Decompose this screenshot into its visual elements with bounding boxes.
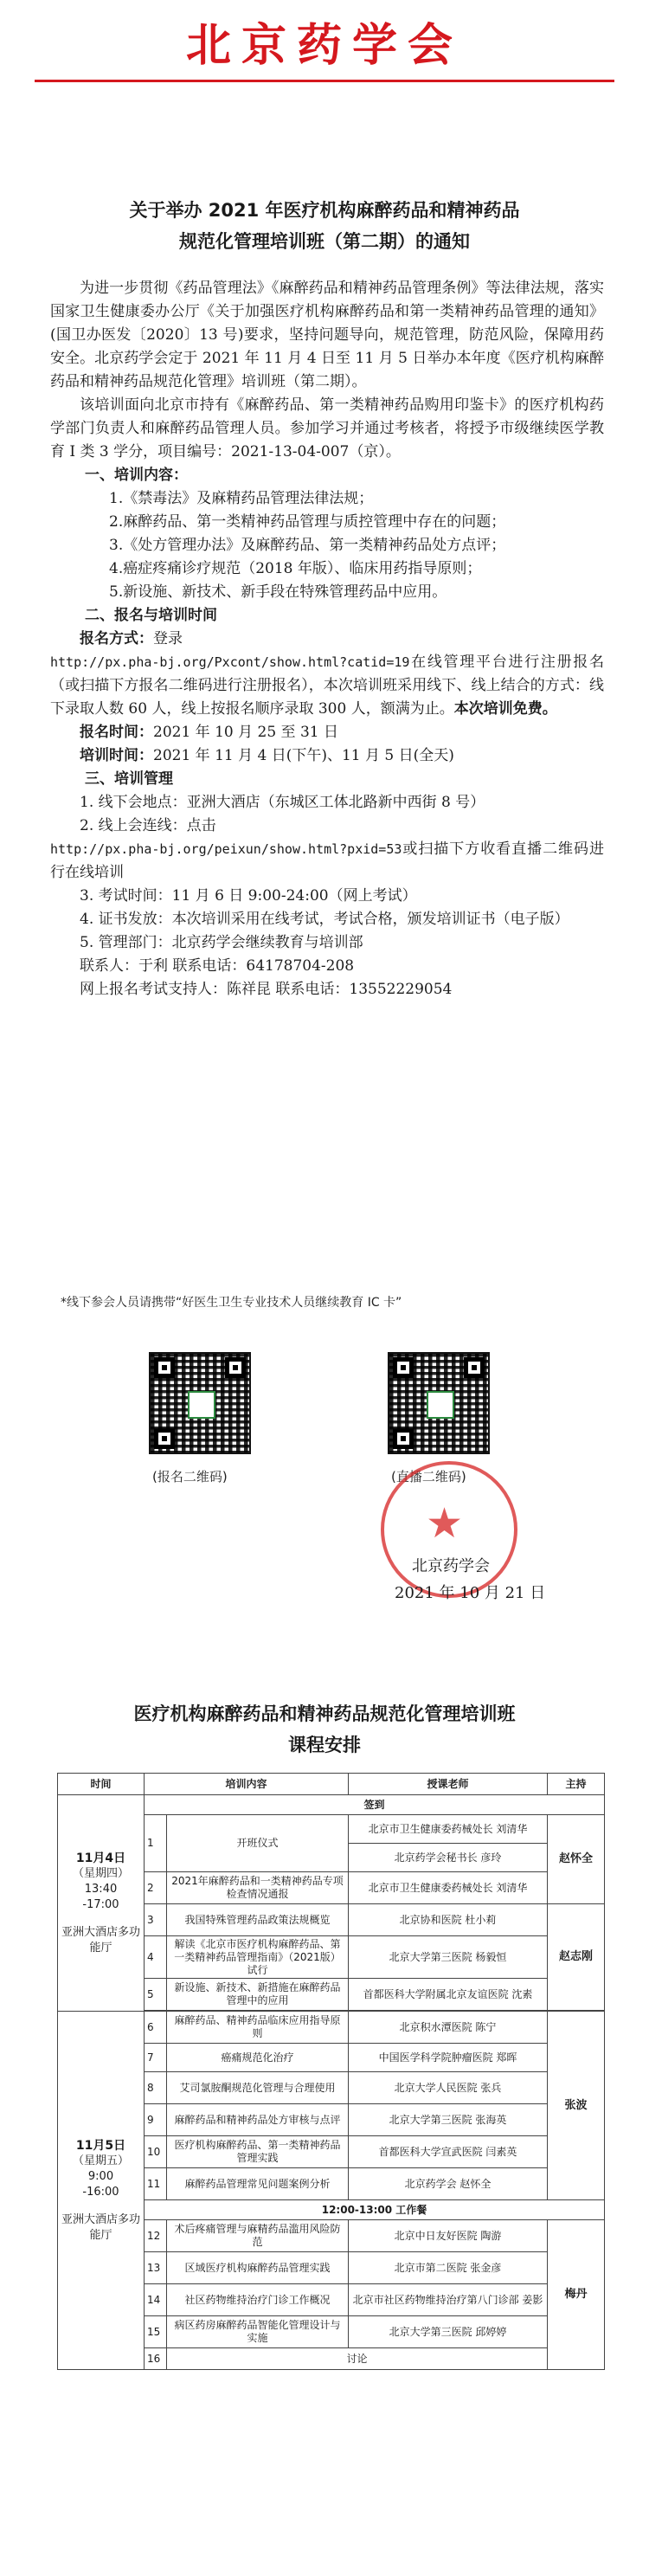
row-number: 5: [145, 1979, 167, 2011]
contact-1: 联系人：于利 联系电话：64178704-208: [80, 957, 355, 975]
row-teacher: 中国医学科学院肿瘤医院 郑晖: [349, 2044, 548, 2072]
qr-logo-icon: [427, 1391, 454, 1419]
schedule-table: [57, 1773, 605, 2370]
row-content: 麻醉药品和精神药品处方审核与点评: [167, 2104, 349, 2136]
header-teacher: 授课老师: [349, 1774, 548, 1795]
mgmt-item-2-suffix: 或扫描下方收看直播二维码进行在线培训: [50, 840, 604, 881]
row-teacher: 北京大学第三医院 杨毅恒: [349, 1936, 548, 1979]
mgmt-item-1: 1. 线下会地点：亚洲大酒店（东城区工体北路新中西街 8 号）: [80, 794, 485, 811]
train-time-label: 培训时间：: [80, 747, 153, 764]
registration-qr-caption: (报名二维码): [152, 1469, 228, 1484]
day2-weekday: （星期五）: [72, 2154, 129, 2167]
qr-finder: [154, 1428, 175, 1449]
spacer: [61, 1913, 141, 1925]
header-rule: [35, 80, 614, 82]
registration-method: [50, 628, 604, 651]
intro-paragraph-2: 该培训面向北京市持有《麻醉药品、第一类精神药品购用印鉴卡》的医疗机构药学部门负责人和麻醉药品管理人员。参加学习并通过考核者，将授予市级继续医学教育 I 类 3 学分，项目编号：2021-13-04-007（京）。: [50, 396, 604, 460]
spacer: [61, 2200, 141, 2212]
row-content: 癌痛规范化治疗: [167, 2044, 349, 2072]
official-seal: [381, 1461, 517, 1598]
row-teacher: 北京协和医院 杜小莉: [349, 1904, 548, 1936]
train-time-value: 2021 年 11 月 4 日(下午)、11 月 5 日(全天): [153, 747, 454, 764]
table-row: [58, 2012, 605, 2044]
qr-finder: [393, 1357, 414, 1378]
mgmt-item-5: 5. 管理部门：北京药学会继续教育与培训部: [80, 934, 363, 951]
table-row: [58, 1795, 605, 1815]
section-2-title: 二、报名与培训时间: [85, 607, 217, 624]
section-1-item: 4.癌症疼痛诊疗规范（2018 年版）、临床用药指导原则；: [109, 560, 482, 577]
schedule-title-line1: 医疗机构麻醉药品和精神药品规范化管理培训班: [133, 1703, 516, 1724]
row-teacher: 北京市第二医院 张金彦: [349, 2252, 548, 2284]
org-header: 北京药学会: [185, 20, 463, 72]
row-teacher: 北京市社区药物维持治疗第八门诊部 姜影: [349, 2284, 548, 2316]
section-1-title: 一、培训内容：: [85, 467, 188, 484]
notice-body: [50, 277, 604, 1001]
day1-date: 11月4日: [75, 1851, 126, 1865]
lunch-row: 12:00-13:00 工作餐: [145, 2200, 605, 2220]
row-content: 医疗机构麻醉药品、第一类精神药品管理实践: [167, 2136, 349, 2168]
header-content: 培训内容: [145, 1774, 349, 1795]
row-number: 13: [145, 2252, 167, 2284]
row-number: 1: [145, 1815, 167, 1872]
table-header-row: [58, 1774, 605, 1795]
row-content: 解读《北京市医疗机构麻醉药品、第一类精神药品管理指南》（2021版）试行: [167, 1936, 349, 1979]
qr-logo-icon: [188, 1391, 215, 1419]
training-time: [50, 744, 604, 768]
row-teacher: 北京药学会 赵怀全: [349, 2168, 548, 2200]
row-teacher: 北京药学会秘书长 彦玲: [349, 1844, 548, 1872]
day2-time: 9:00: [87, 2169, 114, 2183]
section-1-item: 2.麻醉药品、第一类精神药品管理与质控管理中存在的问题；: [109, 513, 506, 531]
row-number: 2: [145, 1872, 167, 1904]
row-number: 16: [145, 2348, 167, 2370]
live-link[interactable]: http://px.pha-bj.org/peixun/show.html?pxid=53: [50, 841, 402, 857]
row-number: 12: [145, 2220, 167, 2252]
row-number: 6: [145, 2012, 167, 2044]
signin-row: 签到: [145, 1795, 605, 1815]
row-content: 病区药房麻醉药品智能化管理设计与实施: [167, 2316, 349, 2348]
row-teacher: 首都医科大学附属北京友谊医院 沈素: [349, 1979, 548, 2011]
registration-link[interactable]: http://px.pha-bj.org/Pxcont/show.html?catid=19: [50, 654, 410, 670]
section-1-item: 1.《禁毒法》及麻精药品管理法律法规；: [109, 490, 374, 507]
header-host: 主持: [548, 1774, 605, 1795]
host-cell: 赵志刚: [548, 1904, 605, 2011]
row-content: 我国特殊管理药品政策法规概览: [167, 1904, 349, 1936]
registration-free: 本次培训免费。: [453, 700, 557, 718]
schedule-title-line2: 课程安排: [288, 1735, 361, 1755]
row-number: 11: [145, 2168, 167, 2200]
row-teacher: 北京大学第三医院 张海英: [349, 2104, 548, 2136]
day1-time: 13:40: [84, 1882, 118, 1896]
reg-time-label: 报名时间：: [80, 724, 153, 741]
host-cell: 张波: [548, 2012, 605, 2200]
row-number: 9: [145, 2104, 167, 2136]
row-teacher: 北京大学第三医院 邱婷婷: [349, 2316, 548, 2348]
header-time: 时间: [58, 1774, 145, 1795]
day2-venue: 亚洲大酒店多功能厅: [61, 2212, 140, 2242]
section-3-title: 三、培训管理: [85, 770, 173, 788]
live-qr-caption: (直播二维码): [391, 1469, 466, 1484]
row-content: 麻醉药品管理常见问题案例分析: [167, 2168, 349, 2200]
row-teacher: 北京大学人民医院 张兵: [349, 2072, 548, 2104]
day1-cell: [58, 1795, 145, 2012]
row-number: 4: [145, 1936, 167, 1979]
seal-star-icon: ★: [426, 1499, 464, 1548]
day1-venue: 亚洲大酒店多功能厅: [61, 1925, 140, 1955]
reg-time-value: 2021 年 10 月 25 至 31 日: [153, 724, 338, 741]
day2-date: 11月5日: [75, 2138, 126, 2153]
row-number: 14: [145, 2284, 167, 2316]
day2-cell: [58, 2012, 145, 2370]
footnote: *线下参会人员请携带“好医生卫生专业技术人员继续教育 IC 卡”: [61, 1296, 402, 1310]
row-content: 开班仪式: [167, 1815, 349, 1872]
schedule-title: [35, 1698, 614, 1761]
row-content: 艾司氯胺酮规范化管理与合理使用: [167, 2072, 349, 2104]
row-number: 10: [145, 2136, 167, 2168]
row-number: 15: [145, 2316, 167, 2348]
row-teacher: 北京市卫生健康委药械处长 刘清华: [349, 1815, 548, 1844]
row-number: 7: [145, 2044, 167, 2072]
live-qr-code[interactable]: [388, 1352, 490, 1454]
qr-finder: [464, 1357, 485, 1378]
row-teacher: 北京中日友好医院 陶游: [349, 2220, 548, 2252]
row-content: 社区药物维持治疗门诊工作概况: [167, 2284, 349, 2316]
qr-finder: [154, 1357, 175, 1378]
mgmt-item-2: [50, 838, 604, 885]
registration-details: [50, 651, 604, 721]
section-1-item: 5.新设施、新技术、新手段在特殊管理药品中应用。: [109, 583, 447, 601]
row-content: 术后疼痛管理与麻精药品滥用风险防范: [167, 2220, 349, 2252]
notice-title-line1: 关于举办 2021 年医疗机构麻醉药品和精神药品: [129, 200, 520, 221]
signature: 北京药学会: [412, 1557, 490, 1575]
row-content: 区域医疗机构麻醉药品管理实践: [167, 2252, 349, 2284]
qr-finder: [225, 1357, 246, 1378]
row-teacher: 首都医科大学宣武医院 闫素英: [349, 2136, 548, 2168]
notice-title: [35, 195, 614, 257]
mgmt-item-2-prefix: 2. 线上会连线：点击: [80, 817, 216, 834]
row-number: 8: [145, 2072, 167, 2104]
day2-time-end: -16:00: [82, 2185, 119, 2199]
mgmt-item-3: 3. 考试时间：11 月 6 日 9:00-24:00（网上考试）: [80, 887, 417, 905]
mgmt-item-4: 4. 证书发放：本次培训采用在线考试，考试合格，颁发培训证书（电子版）: [80, 911, 569, 928]
registration-qr-code[interactable]: [149, 1352, 251, 1454]
reg-method-label: 报名方式：: [80, 630, 153, 647]
row-teacher: 北京市卫生健康委药械处长 刘清华: [349, 1872, 548, 1904]
reg-method-value: 登录: [153, 630, 183, 647]
host-cell: 赵怀全: [548, 1815, 605, 1904]
host-cell: 梅丹: [548, 2220, 605, 2370]
registration-text: 在线管理平台进行注册报名（或扫描下方报名二维码进行注册报名），本次培训班采用线下、线上结合的方式：线下录取人数 60 人，线上按报名顺序录取 300 人，额满为止。: [50, 654, 604, 718]
day1-weekday: （星期四）: [72, 1866, 129, 1880]
contact-2: 网上报名考试支持人：陈祥昆 联系电话：13552229054: [80, 981, 453, 998]
row-teacher: 北京积水潭医院 陈宁: [349, 2012, 548, 2044]
registration-time: [50, 721, 604, 744]
intro-paragraph-1: 为进一步贯彻《药品管理法》《麻醉药品和精神药品管理条例》等法律法规，落实国家卫生健康委办公厅《关于加强医疗机构麻醉药品和第一类精神药品管理的通知》(国卫办医发〔2020〕13 号)要求，坚持问题导向，规范管理，防范风险，保障用药安全。北京药学会定于 2021 年 11 月 4 日至 11 月 5 日举办本年度《医疗机构麻醉药品和精神药品规范化管理》培训班（第二期）。: [50, 280, 604, 390]
notice-title-line2: 规范化管理培训班（第二期）的通知: [179, 231, 470, 252]
row-number: 3: [145, 1904, 167, 1936]
row-content: 麻醉药品、精神药品临床应用指导原则: [167, 2012, 349, 2044]
section-1-item: 3.《处方管理办法》及麻醉药品、第一类精神药品处方点评；: [109, 537, 506, 554]
notice-date: 2021 年 10 月 21 日: [395, 1584, 546, 1602]
qr-finder: [393, 1428, 414, 1449]
row-content: 新设施、新技术、新措施在麻醉药品管理中的应用: [167, 1979, 349, 2011]
row-content: 2021年麻醉药品和一类精神药品专项检查情况通报: [167, 1872, 349, 1904]
day1-time-end: -17:00: [82, 1897, 119, 1911]
row-content: 讨论: [167, 2348, 548, 2370]
